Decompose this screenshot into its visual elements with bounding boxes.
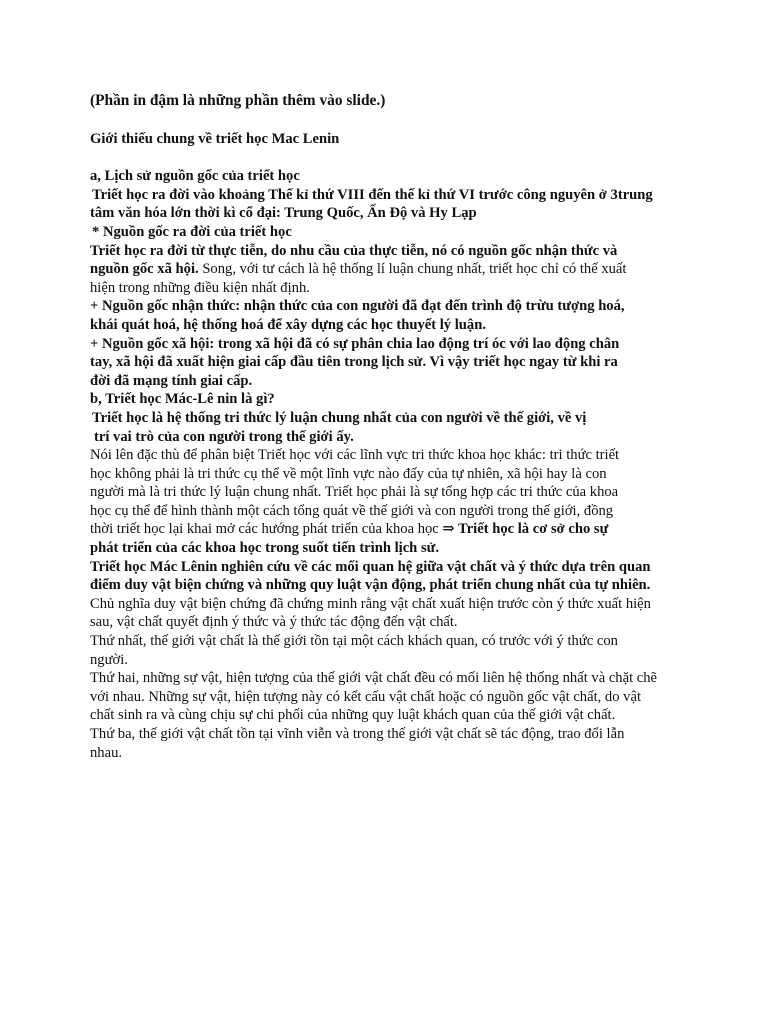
intro-title: Giới thiếu chung về triết học Mac Lenin [90, 130, 340, 147]
distinct-line-2: học không phải là tri thức cụ thể về một lĩnh vực nào đấy của tự nhiên, xã hội hay là con [90, 465, 607, 482]
second-line-3: chất sinh ra và cùng chịu sự chi phối của những quy luật khách quan của thế giới vật chất. [90, 707, 616, 724]
cognitive-line-2: khái quát hoá, hệ thống hoá để xây dựng các học thuyết lý luận. [90, 316, 486, 333]
marxist-line-2: điểm duy vật biện chứng và những quy luật vận động, phát triển chung nhất của tự nhiên. [90, 577, 651, 594]
distinct-bold-tail: phát triển của các khoa học trong suốt tiến trình lịch sử. [90, 540, 440, 557]
distinct-line-1: Nói lên đặc thù để phân biệt Triết học với các lĩnh vực tri thức khoa học khác: tri thức triết [90, 447, 620, 464]
dialectical-line-2: sau, vật chất quyết định ý thức và ý thức tác động đến vật chất. [90, 614, 458, 631]
definition-line-2: trí vai trò của con người trong thế giới ấy. [94, 428, 354, 445]
distinct-line-5 [90, 520, 690, 539]
second-line-2: với nhau. Những sự vật, hiện tượng này có kết cấu vật chất hoặc có nguồn gốc vật chất, do vật [90, 688, 642, 705]
first-line-1: Thứ nhất, thế giới vật chất là thế giới tồn tại một cách khách quan, có trước với ý thức con [90, 633, 618, 650]
implies-arrow-icon: ⇒ [442, 521, 455, 538]
distinct-line-5-bold: Triết học là cơ sở cho sự [454, 521, 609, 538]
header-note: (Phần in đậm là những phần thêm vào slide.) [90, 92, 386, 109]
dialectical-line-1: Chủ nghĩa duy vật biện chứng đã chứng minh rằng vật chất xuất hiện trước còn ý thức xuất hiện [90, 595, 651, 612]
origin-time-line-2: tâm văn hóa lớn thời kì cổ đại: Trung Quốc, Ấn Độ và Hy Lạp [90, 205, 477, 222]
section-a-heading: a, Lịch sử nguồn gốc của triết học [90, 168, 300, 185]
distinct-line-5-normal: thời triết học lại khai mở các hướng phát triển của khoa học [90, 521, 443, 538]
marxist-line-1: Triết học Mác Lênin nghiên cứu về các mối quan hệ giữa vật chất và ý thức dựa trên quan [90, 558, 651, 575]
origin-line-1: Triết học ra đời từ thực tiễn, do nhu cầu của thực tiễn, nó có nguồn gốc nhận thức và [90, 242, 618, 259]
definition-line-1: Triết học là hệ thống tri thức lý luận chung nhất của con người về thế giới, về vị [92, 409, 587, 426]
social-line-1: + Nguồn gốc xã hội: trong xã hội đã có sự phân chia lao động trí óc với lao động chân [90, 335, 620, 352]
third-line-2: nhau. [90, 744, 123, 761]
materialism-block [90, 595, 690, 762]
third-line-1: Thứ ba, thế giới vật chất tồn tại vĩnh viễn và trong thế giới vật chất sẽ tác động, trao đổi lẫn [90, 726, 625, 742]
social-line-3: đời đã mạng tính giai cấp. [90, 372, 253, 389]
origin-line-2-bold: nguồn gốc xã hội. [90, 261, 199, 278]
origin-line-2 [90, 260, 690, 279]
document-body [90, 92, 690, 762]
distinct-line-4: học cụ thể để hình thành một cách tổng quát về thế giới và con người trong thế giới, đồng [90, 502, 614, 519]
social-line-2: tay, xã hội đã xuất hiện giai cấp đầu tiên trong lịch sử. Vì vậy triết học ngay từ khi ra [90, 354, 618, 371]
origin-line-3: hiện trong những điều kiện nhất định. [90, 279, 310, 296]
cognitive-line-1: + Nguồn gốc nhận thức: nhận thức của con người đã đạt đến trình độ trừu tượng hoá, [90, 298, 625, 315]
distinct-line-3: người mà là tri thức lý luận chung nhất. Triết học phải là sự tổng hợp các tri thức của khoa [90, 484, 619, 501]
origin-line-2-normal: Song, với tư cách là hệ thống lí luận chung nhất, triết học chỉ có thể xuất [198, 261, 627, 278]
second-line-1: Thứ hai, những sự vật, hiện tượng của thế giới vật chất đều có mối liên hệ thống nhất và chặt chẽ [90, 670, 658, 687]
origin-time-line-1: Triết học ra đời vào khoảng Thế kỉ thứ VIII đến thế kỉ thứ VI trước công nguyên ở 3trung [92, 186, 653, 203]
section-b-heading: b, Triết học Mác-Lê nin là gì? [90, 391, 275, 408]
first-line-2: người. [90, 651, 128, 668]
origin-subheading: * Nguồn gốc ra đời của triết học [92, 223, 292, 240]
